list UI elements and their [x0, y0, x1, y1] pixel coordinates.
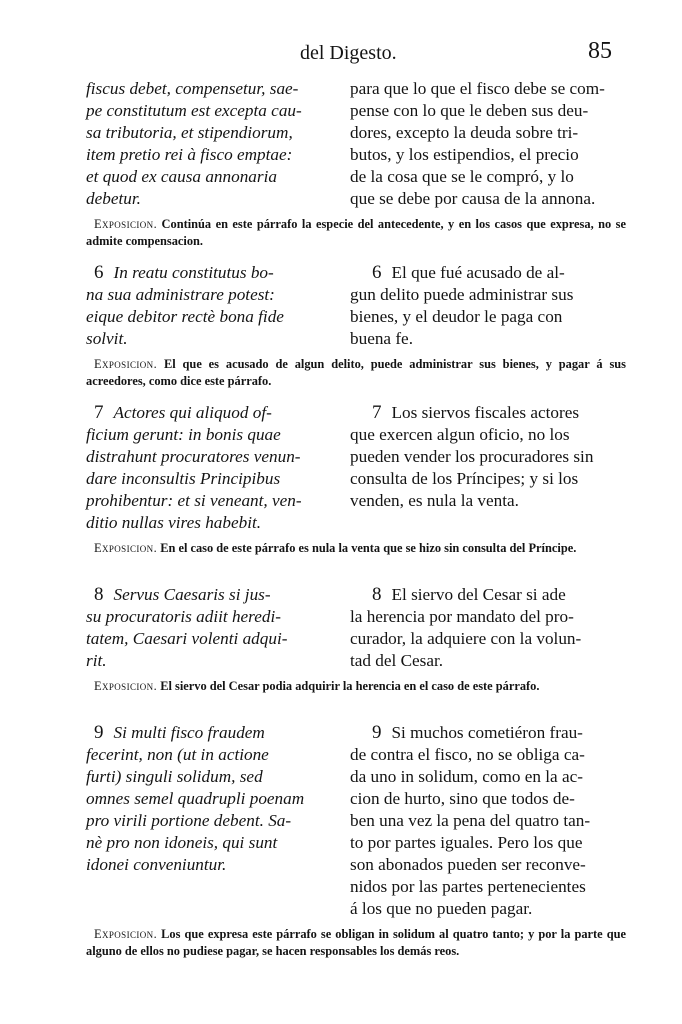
paragraph-number: 7: [372, 402, 382, 423]
paragraph-number: 6: [372, 262, 382, 283]
latin-text: 6 In reatu constitutus bo- na sua administrare potest: eique debitor rectè bona fide solvit.: [86, 262, 284, 348]
page-number: 85: [588, 38, 612, 64]
exposicion-label: Exposicion.: [94, 927, 158, 941]
latin-text: 7 Actores qui aliquod of- ficium gerunt: in bonis quae distrahunt procuratores venun- dare inconsultis Principibus prohibentur: et si veneant, ven- ditio nullas vires habebit.: [86, 402, 302, 532]
exposicion-text: Continúa en este párrafo la especie del antecedente, y en los casos que expresa, no se admite compensacion.: [86, 217, 626, 248]
exposicion-note: [86, 216, 626, 250]
running-title: del Digesto.: [300, 42, 397, 64]
paragraph-number: 8: [372, 584, 382, 605]
paragraph-number: 9: [372, 722, 382, 743]
paragraph-number: 7: [94, 402, 104, 423]
exposicion-note: [86, 356, 626, 390]
exposicion-label: Exposicion.: [94, 679, 158, 693]
exposicion-note: [86, 678, 626, 695]
latin-text: 8 Servus Caesaris si jus- su procuratoris adiit heredi- tatem, Caesari volenti adqui- rit.: [86, 584, 288, 670]
latin-text: fiscus debet, compensetur, sae- pe constitutum est excepta cau- sa tributoria, et stipendiorum, item pretio rei à fisco emptae: et quod ex causa annonaria debetur.: [86, 79, 302, 208]
exposicion-label: Exposicion.: [94, 217, 158, 231]
exposicion-label: Exposicion.: [94, 541, 158, 555]
exposicion-text: El siervo del Cesar podia adquirir la herencia en el caso de este párrafo.: [160, 679, 540, 693]
spanish-text: 6 El que fué acusado de al- gun delito puede administrar sus bienes, y el deudor le paga con buena fe.: [350, 262, 574, 348]
exposicion-note: [86, 540, 626, 557]
paragraph-number: 9: [94, 722, 104, 743]
spanish-text: 9 Si muchos cometiéron frau- de contra el fisco, no se obliga ca- da uno in solidum, como en la ac- cion de hurto, sino que todos de- ben una vez la pena del quatro tan- to por partes iguales. Pero los que son abonados pueden ser reconve- nidos por las partes pertenecientes á los que no pueden pagar.: [350, 722, 591, 918]
exposicion-text: Los que expresa este párrafo se obligan in solidum al quatro tanto; y por la parte que alguno de ellos no pudiese pagar, se hacen responsables los demás reos.: [86, 927, 626, 958]
exposicion-text: En el caso de este párrafo es nula la venta que se hizo sin consulta del Príncipe.: [160, 541, 577, 555]
exposicion-note: [86, 926, 626, 960]
exposicion-label: Exposicion.: [94, 357, 158, 371]
paragraph-number: 8: [94, 584, 104, 605]
spanish-text: 8 El siervo del Cesar si ade la herencia por mandato del pro- curador, la adquiere con la volun- tad del Cesar.: [350, 584, 582, 670]
spanish-text: 7 Los siervos fiscales actores que exercen algun oficio, no los pueden vender los procuradores sin consulta de los Príncipes; y si los venden, es nula la venta.: [350, 402, 594, 510]
page-header: [0, 38, 682, 68]
spanish-text: para que lo que el fisco debe se com- pense con lo que le deben sus deu- dores, excepto la deuda sobre tri- butos, y los estipendios, el precio de la cosa que se le compró, y lo que se debe por causa de la annona.: [350, 79, 605, 208]
paragraph-number: 6: [94, 262, 104, 283]
latin-text: 9 Si multi fisco fraudem fecerint, non (ut in actione furti) singuli solidum, sed omnes semel quadrupli poenam pro virili portione debent. Sa- nè pro non idoneis, qui sunt idonei conveniuntur.: [86, 722, 305, 874]
exposicion-text: El que es acusado de algun delito, puede administrar sus bienes, y pagar á sus acreedores, como dice este párrafo.: [86, 357, 626, 388]
